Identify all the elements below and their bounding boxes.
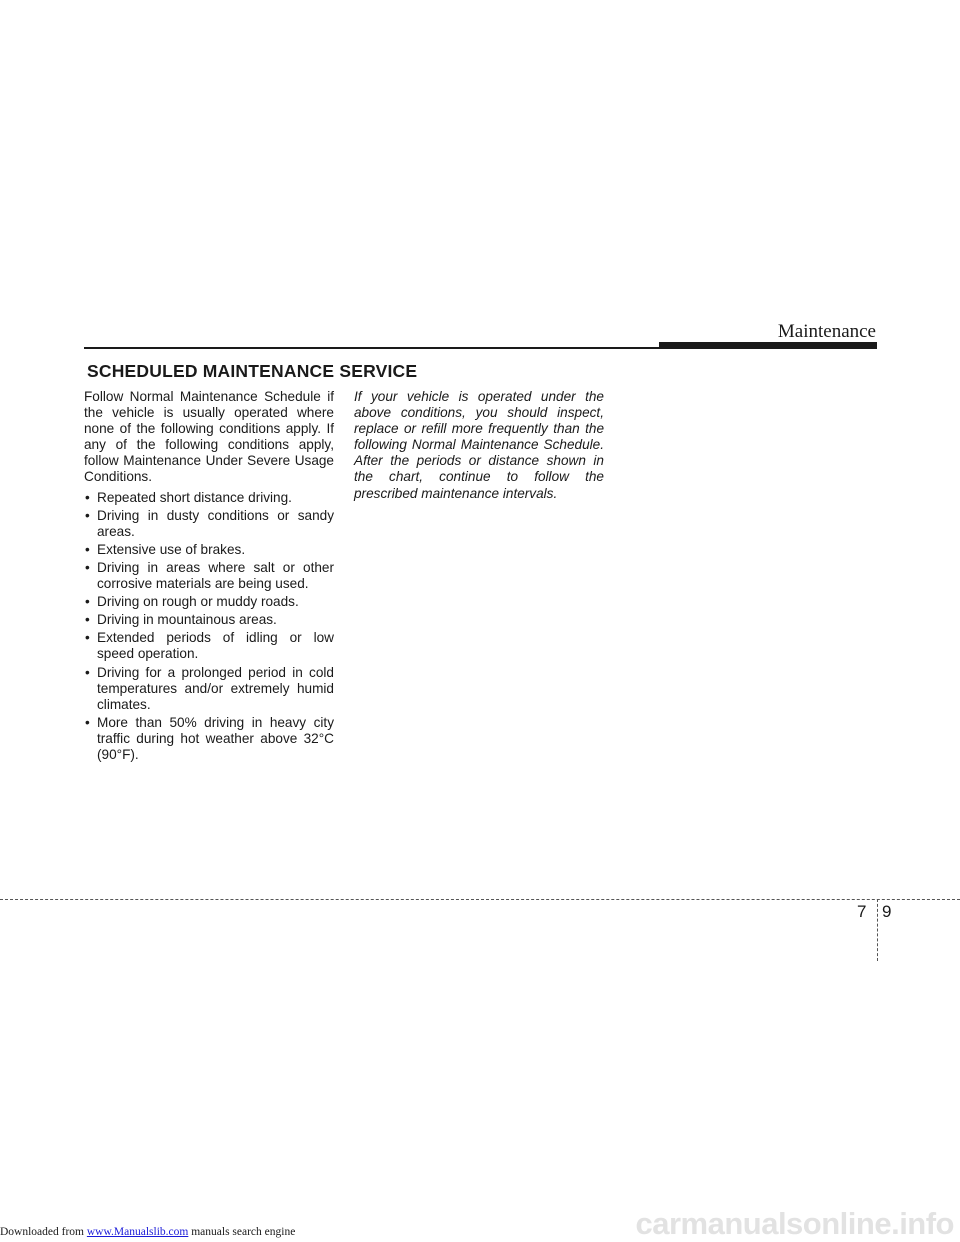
left-column [84, 389, 334, 763]
page-heading: SCHEDULED MAINTENANCE SERVICE [87, 361, 418, 381]
footer-suffix: manuals search engine [188, 1226, 296, 1238]
section-name: Maintenance [777, 321, 876, 342]
intro-paragraph: Follow Normal Maintenance Schedule if the vehicle is usually operated where none of the following conditions apply. If any of the following conditions apply, follow Maintenance Under Severe Usage Conditions. [84, 389, 334, 485]
list-item: • Repeated short distance driving. [84, 490, 334, 506]
footer-dashed-rule [0, 899, 960, 900]
list-item: • Driving for a prolonged period in cold temperatures and/or extremely humid climates. [84, 665, 334, 713]
list-item: • Extensive use of brakes. [84, 542, 334, 558]
chapter-number: 7 [857, 902, 867, 921]
right-column-note: If your vehicle is operated under the above conditions, you should inspect, replace or refill more frequently than the following Normal Maintenance Schedule. After the periods or distance shown in the chart, continue to follow the prescribed maintenance intervals. [354, 389, 604, 501]
footer-prefix: Downloaded from [0, 1226, 87, 1238]
list-item: • Driving in areas where salt or other corrosive materials are being used. [84, 560, 334, 592]
page-number: 9 [882, 902, 892, 921]
list-item: • Driving in dusty conditions or sandy areas. [84, 508, 334, 540]
conditions-list [84, 490, 334, 764]
watermark: carmanualsonline.info [635, 1206, 954, 1241]
footer-dashed-divider [877, 899, 878, 961]
list-item: • More than 50% driving in heavy city traffic during hot weather above 32°C (90°F). [84, 715, 334, 763]
list-item: • Extended periods of idling or low speed operation. [84, 630, 334, 662]
list-item: • Driving in mountainous areas. [84, 612, 334, 628]
download-footer [0, 1226, 295, 1238]
header-rule-thick [659, 342, 877, 349]
manualslib-link[interactable]: www.Manualslib.com [86, 1226, 189, 1238]
header-rule [84, 347, 660, 349]
list-item: • Driving on rough or muddy roads. [84, 594, 334, 610]
